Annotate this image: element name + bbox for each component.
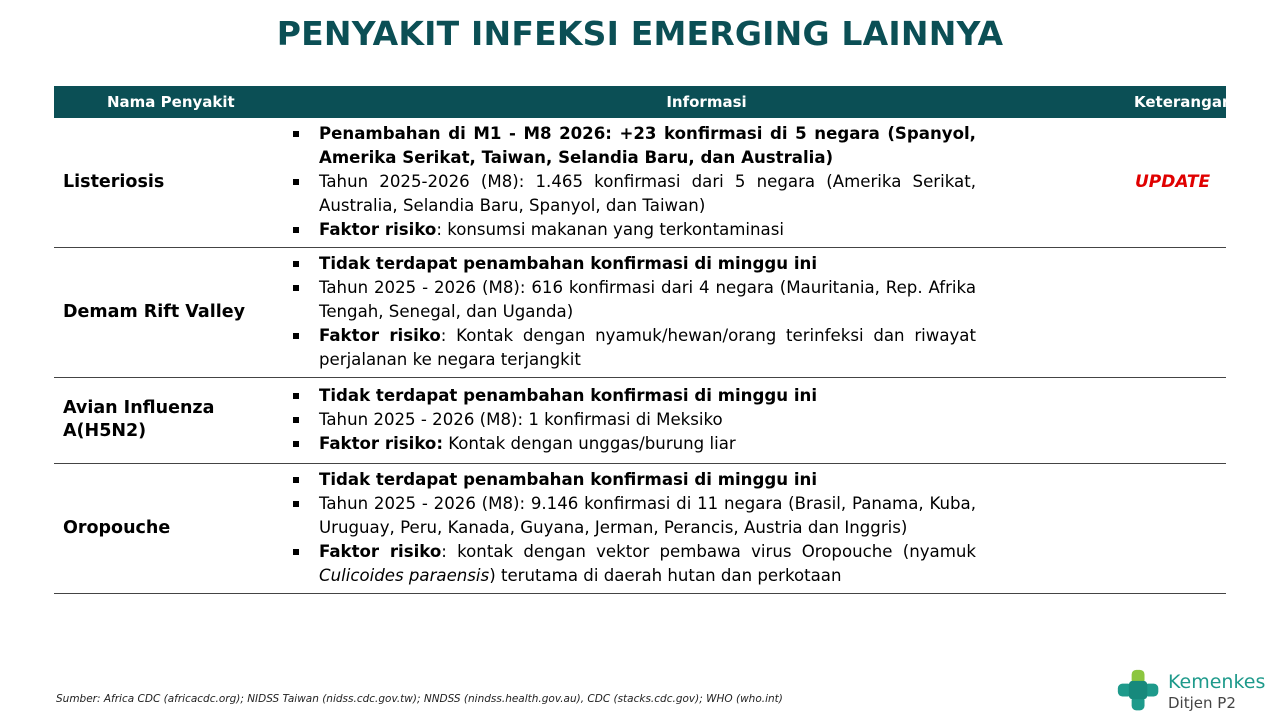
header-name: Nama Penyakit xyxy=(54,86,279,118)
page-title: PENYAKIT INFEKSI EMERGING LAINNYA xyxy=(276,14,1004,53)
info-bullet: Tahun 2025-2026 (M8): 1.465 konfirmasi dari 5 negara (Amerika Serikat, Australia, Selandia Baru, Spanyol, dan Taiwan) xyxy=(293,170,976,218)
keterangan-cell xyxy=(1134,247,1226,377)
table-row xyxy=(54,463,1226,593)
disease-info xyxy=(279,377,1134,463)
disease-info xyxy=(279,247,1134,377)
info-bullet: Penambahan di M1 - M8 2026: +23 konfirmasi di 5 negara (Spanyol, Amerika Serikat, Taiwan, Selandia Baru, dan Australia) xyxy=(293,122,976,170)
info-bullet: Faktor risiko: kontak dengan vektor pembawa virus Oropouche (nyamuk Culicoides paraensis) terutama di daerah hutan dan perkotaan xyxy=(293,540,976,588)
disease-info xyxy=(279,463,1134,593)
update-badge: UPDATE xyxy=(1135,172,1211,193)
keterangan-cell xyxy=(1134,463,1226,593)
disease-name: Demam Rift Valley xyxy=(54,247,279,377)
info-bullet: Tahun 2025 - 2026 (M8): 616 konfirmasi dari 4 negara (Mauritania, Rep. Afrika Tengah, Senegal, dan Uganda) xyxy=(293,276,976,324)
table-header-row xyxy=(54,86,1226,118)
disease-name: Oropouche xyxy=(54,463,279,593)
disease-table xyxy=(54,86,1233,594)
table-row xyxy=(54,118,1226,247)
logo-name: Kemenkes xyxy=(1168,671,1266,693)
header-keterangan: Keterangan xyxy=(1134,86,1226,118)
info-bullet: Tidak terdapat penambahan konfirmasi di minggu ini xyxy=(293,468,976,492)
info-bullet: Tidak terdapat penambahan konfirmasi di minggu ini xyxy=(293,384,976,408)
kemenkes-logo-icon xyxy=(1116,668,1162,714)
keterangan-cell xyxy=(1134,377,1226,463)
disease-info xyxy=(279,118,1134,247)
info-bullet: Faktor risiko: Kontak dengan unggas/burung liar xyxy=(293,432,976,456)
info-bullet: Faktor risiko: Kontak dengan nyamuk/hewan/orang terinfeksi dan riwayat perjalanan ke negara terjangkit xyxy=(293,324,976,372)
disease-name: Listeriosis xyxy=(54,118,279,247)
header-info: Informasi xyxy=(279,86,1134,118)
logo-subtitle: Ditjen P2 xyxy=(1168,694,1236,712)
info-bullet: Tidak terdapat penambahan konfirmasi di minggu ini xyxy=(293,252,976,276)
info-bullet: Tahun 2025 - 2026 (M8): 1 konfirmasi di Meksiko xyxy=(293,408,976,432)
info-bullet: Tahun 2025 - 2026 (M8): 9.146 konfirmasi di 11 negara (Brasil, Panama, Kuba, Uruguay, Peru, Kanada, Guyana, Jerman, Perancis, Austria dan Inggris) xyxy=(293,492,976,540)
table-row xyxy=(54,377,1226,463)
source-note: Sumber: Africa CDC (africacdc.org); NIDSS Taiwan (nidss.cdc.gov.tw); NNDSS (nindss.health.gov.au), CDC (stacks.cdc.gov); WHO (who.int) xyxy=(56,693,783,705)
table-row xyxy=(54,247,1226,377)
keterangan-cell xyxy=(1134,118,1226,247)
disease-name: Avian Influenza A(H5N2) xyxy=(54,377,279,463)
info-bullet: Faktor risiko: konsumsi makanan yang terkontaminasi xyxy=(293,218,976,242)
